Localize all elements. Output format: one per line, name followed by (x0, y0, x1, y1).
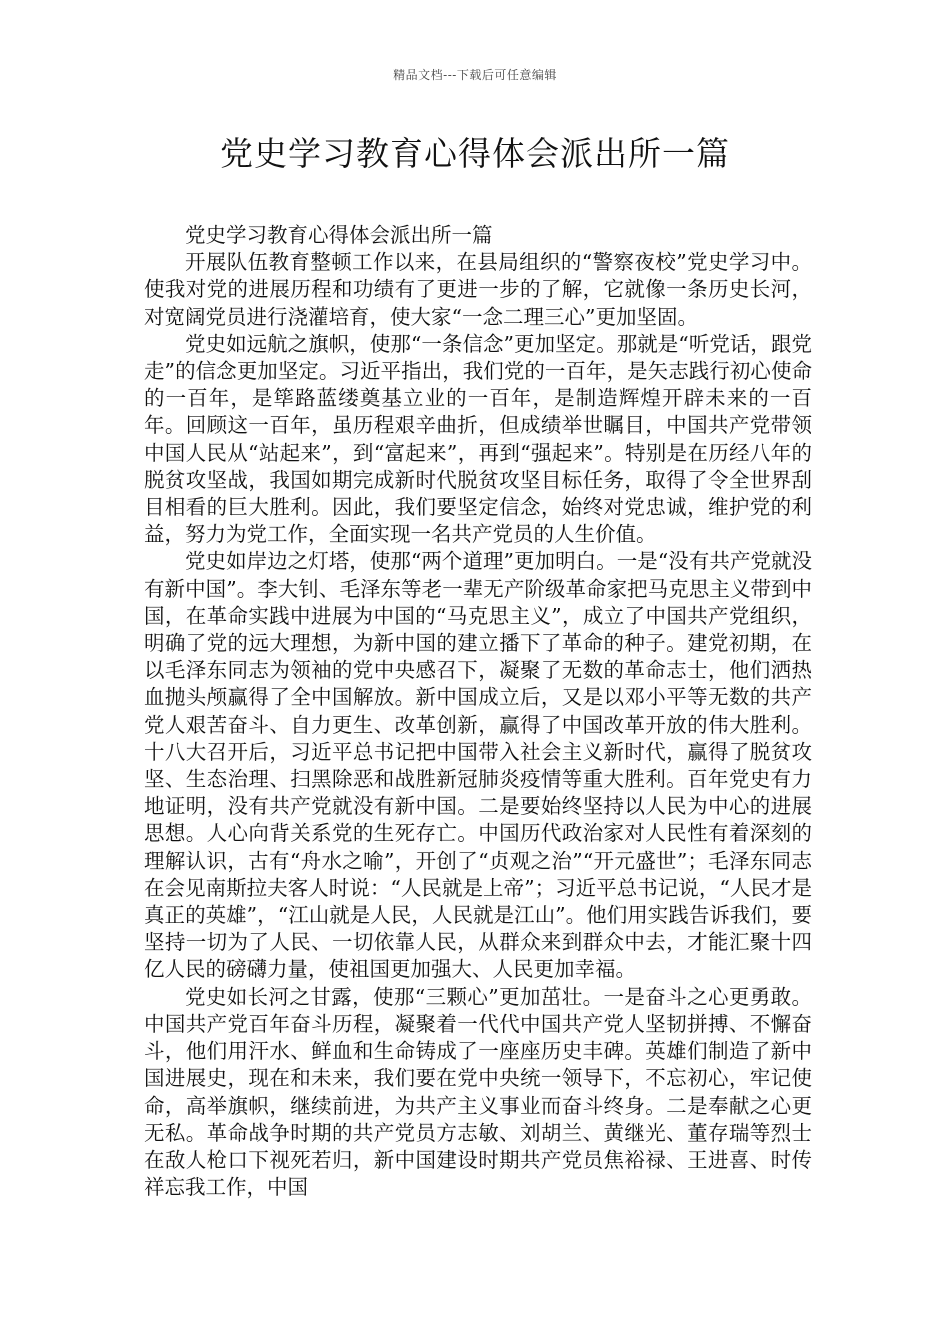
paragraph-principles: 党史如岸边之灯塔，使那“两个道理”更加明白。一是“没有共产党就没有新中国”。李大钊、毛泽东等老一辈无产阶级革命家把马克思主义带到中国，在革命实践中进展为中国的“马克思主义”，成立了中国共产党组织，明确了党的远大理想，为新中国的建立播下了革命的种子。建党初期，在以毛泽东同志为领袖的党中央感召下，凝聚了无数的革命志士，他们洒热血抛头颅赢得了全中国解放。新中国成立后，又是以邓小平等无数的共产党人艰苦奋斗、自力更生、改革创新，赢得了中国改革开放的伟大胜利。十八大召开后，习近平总书记把中国带入社会主义新时代，赢得了脱贫攻坚、生态治理、扫黑除恶和战胜新冠肺炎疫情等重大胜利。百年党史有力地证明，没有共产党就没有新中国。二是要始终坚持以人民为中心的进展思想。人心向背关系党的生死存亡。中国历代政治家对人民性有着深刻的理解认识，古有“舟水之喻”，开创了“贞观之治”“开元盛世”；毛泽东同志在会见南斯拉夫客人时说：“人民就是上帝”；习近平总书记说，“人民才是真正的英雄”，“江山就是人民，人民就是江山”。他们用实践告诉我们，要坚持一切为了人民、一切依靠人民，从群众来到群众中去，才能汇聚十四亿人民的磅礴力量，使祖国更加强大、人民更加幸福。 (144, 549, 812, 982)
paragraph-intro: 开展队伍教育整顿工作以来，在县局组织的“警察夜校”党史学习中。使我对党的进展历程和功绩有了更进一步的了解，它就像一条历史长河，对宽阔党员进行浇灌培育，使大家“一念二理三心”更加坚固。 (144, 250, 812, 329)
paragraph-subtitle: 党史学习教育心得体会派出所一篇 (185, 223, 493, 247)
document-body (144, 222, 812, 1201)
paragraph-three-hearts: 党史如长河之甘露，使那“三颗心”更加茁壮。一是奋斗之心更勇敢。中国共产党百年奋斗历程，凝聚着一代代中国共产党人坚韧拼搏、不懈奋斗，他们用汗水、鲜血和生命铸成了一座座历史丰碑。英雄们制造了新中国进展史，现在和未来，我们要在党中央统一领导下，不忘初心，牢记使命，高举旗帜，继续前进，为共产主义事业而奋斗终身。二是奉献之心更无私。革命战争时期的共产党员方志敏、刘胡兰、黄继光、董存瑞等烈士在敌人枪口下视死若归，新中国建设时期共产党员焦裕禄、王进喜、时传祥忘我工作，中国 (144, 984, 812, 1200)
page-header: 精品文档---下载后可任意编辑 (393, 68, 557, 82)
paragraph-belief: 党史如远航之旗帜，使那“一条信念”更加坚定。那就是“听党话，跟党走”的信念更加坚定。习近平指出，我们党的一百年，是矢志践行初心使命的一百年，是筚路蓝缕奠基立业的一百年，是制造辉煌开辟未来的一百年。回顾这一百年，虽历程艰辛曲折，但成绩举世瞩目，中国共产党带领中国人民从“站起来”，到“富起来”，再到“强起来”。特别是在历经八年的脱贫攻坚战，我国如期完成新时代脱贫攻坚目标任务，取得了令全世界刮目相看的巨大胜利。因此，我们要坚定信念，始终对党忠诚，维护党的利益，努力为党工作，全面实现一名共产党员的人生价值。 (144, 331, 812, 547)
document-title: 党史学习教育心得体会派出所一篇 (220, 134, 730, 173)
